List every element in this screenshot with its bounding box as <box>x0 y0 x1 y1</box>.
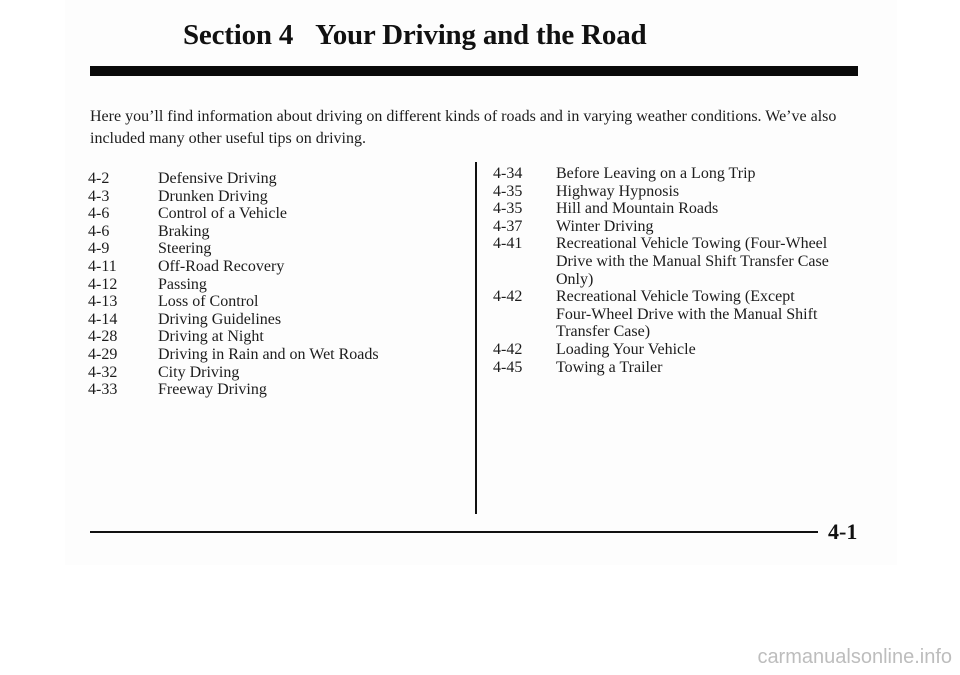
toc-entry-title: Loading Your Vehicle <box>556 340 696 358</box>
toc-page-number: 4-42 <box>493 340 523 358</box>
toc-entry-title: Off-Road Recovery <box>158 257 285 275</box>
toc-entry-title: Recreational Vehicle Towing (Four-Wheel Drive with the Manual Shift Transfer Case Only) <box>556 235 829 288</box>
toc-entry[interactable] <box>88 328 448 346</box>
toc-entry-title: Driving at Night <box>158 328 264 346</box>
toc-entry[interactable] <box>493 288 833 341</box>
toc-page-number: 4-45 <box>493 358 523 376</box>
toc-page-number: 4-28 <box>88 328 118 346</box>
section-title: Your Driving and the Road <box>315 19 647 51</box>
toc-page-number: 4-14 <box>88 310 118 328</box>
toc-entry-title: Driving Guidelines <box>158 310 282 328</box>
toc-entry[interactable] <box>493 165 833 183</box>
heading-rule <box>90 66 858 76</box>
watermark: carmanualsonline.info <box>757 646 952 668</box>
toc-entry-title: Recreational Vehicle Towing (Except Four-Wheel Drive with the Manual Shift Transfer Case) <box>556 288 818 341</box>
toc-entry-title: Drunken Driving <box>158 187 268 205</box>
toc-page-number: 4-13 <box>88 293 118 311</box>
toc-entry[interactable] <box>88 240 448 258</box>
toc-entry[interactable] <box>493 359 833 377</box>
toc-page-number: 4-11 <box>88 257 117 275</box>
toc-page-number: 4-34 <box>493 165 523 182</box>
toc-left-column <box>88 170 448 399</box>
toc-entry[interactable] <box>88 258 448 276</box>
toc-entry[interactable] <box>88 276 448 294</box>
column-divider <box>475 162 477 514</box>
toc-entry-title: City Driving <box>158 363 240 381</box>
toc-entry-title: Freeway Driving <box>158 381 267 399</box>
intro-paragraph: Here you’ll find information about driving on different kinds of roads and in varying weather conditions. We’ve also included many other useful tips on driving. <box>90 108 837 147</box>
toc-page-number: 4-3 <box>88 187 110 205</box>
toc-entry[interactable] <box>493 218 833 236</box>
toc-entry-title: Defensive Driving <box>158 170 277 187</box>
toc-entry-title: Highway Hypnosis <box>556 182 680 200</box>
toc-entry[interactable] <box>88 346 448 364</box>
toc-entry-title: Winter Driving <box>556 217 654 235</box>
toc-entry[interactable] <box>493 341 833 359</box>
toc-entry[interactable] <box>88 311 448 329</box>
toc-entry[interactable] <box>88 188 448 206</box>
toc-entry[interactable] <box>88 223 448 241</box>
toc-entry[interactable] <box>493 235 833 288</box>
toc-page-number: 4-32 <box>88 363 118 381</box>
footer-rule <box>90 531 818 533</box>
toc-page-number: 4-35 <box>493 200 523 218</box>
toc-page-number: 4-37 <box>493 217 523 235</box>
toc-entry-title: Towing a Trailer <box>556 358 663 376</box>
toc-entry-title: Braking <box>158 222 210 240</box>
toc-page-number: 4-29 <box>88 345 118 363</box>
toc-entry[interactable] <box>88 364 448 382</box>
toc-entry-title: Loss of Control <box>158 293 259 311</box>
toc-entry[interactable] <box>88 205 448 223</box>
toc-right-column <box>493 165 833 376</box>
toc-page-number: 4-33 <box>88 381 118 399</box>
toc-entry-title: Before Leaving on a Long Trip <box>556 165 756 182</box>
toc-page-number: 4-6 <box>88 222 110 240</box>
section-number: Section 4 <box>183 19 294 51</box>
toc-page-number: 4-41 <box>493 235 523 253</box>
toc-page-number: 4-6 <box>88 205 110 223</box>
toc-entry-title: Steering <box>158 240 212 258</box>
toc-entry-title: Hill and Mountain Roads <box>556 200 719 218</box>
toc-entry-title: Control of a Vehicle <box>158 205 288 223</box>
toc-entry-title: Driving in Rain and on Wet Roads <box>158 345 379 363</box>
toc-entry[interactable] <box>88 381 448 399</box>
toc-page-number: 4-2 <box>88 170 110 187</box>
section-heading <box>183 19 646 52</box>
toc-entry[interactable] <box>88 293 448 311</box>
toc-page-number: 4-35 <box>493 182 523 200</box>
toc-page-number: 4-42 <box>493 288 523 306</box>
toc-page-number: 4-12 <box>88 275 118 293</box>
page-number: 4-1 <box>828 519 858 544</box>
toc-entry[interactable] <box>88 170 448 188</box>
toc-page-number: 4-9 <box>88 240 110 258</box>
toc-entry-title: Passing <box>158 275 207 293</box>
toc-entry[interactable] <box>493 200 833 218</box>
toc-entry[interactable] <box>493 183 833 201</box>
